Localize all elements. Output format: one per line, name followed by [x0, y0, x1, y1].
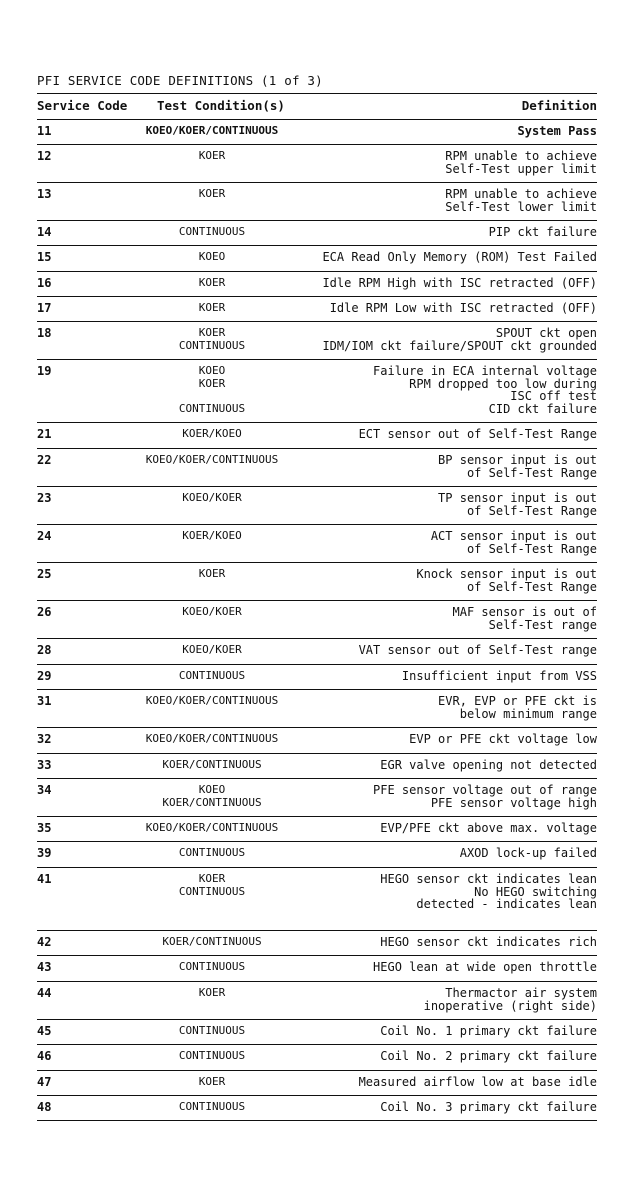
- service-code: 29: [37, 669, 52, 683]
- test-condition: KOER: [198, 376, 226, 390]
- definition: HEGO lean at wide open throttle: [373, 960, 597, 974]
- table-row: [37, 1096, 597, 1121]
- service-code: 15: [37, 250, 52, 264]
- table-row: [37, 601, 597, 639]
- test-condition: KOER: [198, 567, 226, 580]
- test-condition: KOEO: [198, 364, 226, 377]
- service-code: 32: [37, 732, 52, 746]
- table-row: [37, 779, 597, 817]
- table-row: [37, 868, 597, 931]
- definition: SPOUT ckt open IDM/IOM ckt failure/SPOUT ckt grounded: [322, 326, 597, 353]
- test-condition: KOEO/KOER/CONTINUOUS: [145, 732, 279, 745]
- definition: EVR, EVP or PFE ckt is below minimum range: [438, 694, 597, 721]
- test-condition: KOEO: [198, 783, 226, 796]
- test-condition: CONTINUOUS: [178, 884, 246, 898]
- service-code: 31: [37, 694, 52, 708]
- table-row: [37, 525, 597, 563]
- service-code: 12: [37, 149, 52, 163]
- page-title: PFI SERVICE CODE DEFINITIONS (1 of 3): [37, 73, 323, 88]
- definition: Coil No. 1 primary ckt failure: [380, 1024, 597, 1038]
- test-condition: KOER: [198, 326, 226, 339]
- service-code: 39: [37, 846, 52, 860]
- table-row: [37, 360, 597, 423]
- test-condition: KOER/CONTINUOUS: [162, 935, 262, 948]
- definition: RPM unable to achieve Self-Test upper limit: [445, 149, 597, 176]
- service-code: 46: [37, 1049, 52, 1063]
- service-code: 16: [37, 276, 52, 290]
- definition: VAT sensor out of Self-Test range: [358, 643, 597, 657]
- service-code: 11: [37, 124, 52, 138]
- test-condition: KOER: [198, 187, 226, 200]
- table-row: [37, 449, 597, 487]
- definition: ECT sensor out of Self-Test Range: [358, 427, 597, 441]
- table-row: [37, 931, 597, 956]
- definition: Failure in ECA internal voltage RPM dropped too low during ISC off test CID ckt failure: [373, 364, 597, 416]
- table-row: [37, 639, 597, 665]
- table-row: [37, 145, 597, 183]
- table-row: [37, 563, 597, 601]
- test-condition: KOER/KOEO: [182, 529, 242, 542]
- table-row: [37, 487, 597, 525]
- service-code: 25: [37, 567, 52, 581]
- definition: EVP or PFE ckt voltage low: [409, 732, 597, 746]
- test-condition: KOEO/KOER/CONTINUOUS: [145, 821, 279, 834]
- definition: RPM unable to achieve Self-Test lower limit: [445, 187, 597, 214]
- service-code: 35: [37, 821, 52, 835]
- table-row: [37, 322, 597, 360]
- service-code: 22: [37, 453, 52, 467]
- definition: Idle RPM High with ISC retracted (OFF): [322, 276, 597, 290]
- table-row: [37, 728, 597, 754]
- service-code: 44: [37, 986, 52, 1000]
- test-condition: KOEO/KOER/CONTINUOUS: [145, 124, 279, 137]
- definition: TP sensor input is out of Self-Test Range: [438, 491, 597, 518]
- test-condition: CONTINUOUS: [178, 401, 246, 415]
- definition: MAF sensor is out of Self-Test range: [452, 605, 597, 632]
- service-code: 13: [37, 187, 52, 201]
- definition: Idle RPM Low with ISC retracted (OFF): [329, 301, 597, 315]
- test-condition: KOEO: [198, 250, 226, 263]
- table-row: [37, 817, 597, 842]
- definition: EGR valve opening not detected: [380, 758, 597, 772]
- service-code: 19: [37, 364, 52, 378]
- service-code: 21: [37, 427, 52, 441]
- definition: ACT sensor input is out of Self-Test Range: [430, 529, 597, 556]
- service-code: 23: [37, 491, 52, 505]
- test-condition: KOER: [198, 276, 226, 289]
- table-row: [37, 423, 597, 449]
- table-row: [37, 221, 597, 246]
- test-condition: KOER: [198, 872, 226, 885]
- test-condition: KOER: [198, 986, 226, 999]
- test-condition: KOER/CONTINUOUS: [162, 758, 262, 771]
- table-row: [37, 982, 597, 1020]
- definition: BP sensor input is out of Self-Test Range: [438, 453, 597, 480]
- test-condition: KOEO/KOER: [182, 643, 242, 656]
- table-row: [37, 183, 597, 221]
- test-condition: CONTINUOUS: [178, 669, 246, 682]
- service-code: 17: [37, 301, 52, 315]
- test-condition: KOER: [198, 301, 226, 314]
- definition: Coil No. 3 primary ckt failure: [380, 1100, 597, 1114]
- test-condition: CONTINUOUS: [178, 338, 246, 352]
- service-code: 45: [37, 1024, 52, 1038]
- test-condition: KOER: [198, 1075, 226, 1088]
- definition: HEGO sensor ckt indicates lean No HEGO switching detected - indicates lean: [380, 872, 597, 911]
- table-row: [37, 246, 597, 272]
- test-condition: CONTINUOUS: [178, 225, 246, 238]
- definition: Thermactor air system inoperative (right side): [423, 986, 597, 1013]
- service-code: 48: [37, 1100, 52, 1114]
- table-row: [37, 690, 597, 728]
- service-code: 47: [37, 1075, 52, 1089]
- table-header: [37, 94, 597, 120]
- table-row: [37, 754, 597, 779]
- definition: ECA Read Only Memory (ROM) Test Failed: [322, 250, 597, 264]
- test-condition: CONTINUOUS: [178, 1049, 246, 1062]
- test-condition: KOER: [198, 149, 226, 162]
- table-row: [37, 842, 597, 868]
- table-body: [37, 120, 597, 1121]
- table-row: [37, 297, 597, 322]
- service-code: 18: [37, 326, 52, 340]
- definition: HEGO sensor ckt indicates rich: [380, 935, 597, 949]
- table-row: [37, 956, 597, 982]
- header-service-code: Service Code: [37, 98, 128, 113]
- test-condition: CONTINUOUS: [178, 1024, 246, 1037]
- definition: Knock sensor input is out of Self-Test Range: [416, 567, 597, 594]
- test-condition: CONTINUOUS: [178, 846, 246, 859]
- table-row: [37, 1071, 597, 1096]
- test-condition: KOER/KOEO: [182, 427, 242, 440]
- definition: System Pass: [517, 124, 597, 138]
- definition: PFE sensor voltage out of range PFE sensor voltage high: [373, 783, 597, 810]
- header-test-condition: Test Condition(s): [157, 98, 285, 113]
- test-condition: KOEO/KOER: [182, 491, 242, 504]
- test-condition: KOEO/KOER/CONTINUOUS: [145, 453, 279, 466]
- definition: Insufficient input from VSS: [401, 669, 597, 683]
- definition: Coil No. 2 primary ckt failure: [380, 1049, 597, 1063]
- definition: PIP ckt failure: [488, 225, 597, 239]
- service-code: 41: [37, 872, 52, 886]
- table-row: [37, 665, 597, 690]
- test-condition: CONTINUOUS: [178, 960, 246, 973]
- test-condition: KOEO/KOER/CONTINUOUS: [145, 694, 279, 707]
- table-row: [37, 272, 597, 297]
- table-row: [37, 1020, 597, 1045]
- service-code: 34: [37, 783, 52, 797]
- service-code: 42: [37, 935, 52, 949]
- definition: Measured airflow low at base idle: [358, 1075, 597, 1089]
- service-code-table: [37, 94, 597, 1121]
- table-row: [37, 120, 597, 145]
- service-code: 26: [37, 605, 52, 619]
- definition: AXOD lock-up failed: [459, 846, 597, 860]
- service-code: 43: [37, 960, 52, 974]
- service-code: 14: [37, 225, 52, 239]
- test-condition: KOEO/KOER: [182, 605, 242, 618]
- header-definition: Definition: [521, 98, 597, 113]
- service-code: 28: [37, 643, 52, 657]
- service-code: 33: [37, 758, 52, 772]
- test-condition: KOER/CONTINUOUS: [162, 795, 262, 809]
- service-code: 24: [37, 529, 52, 543]
- definition: EVP/PFE ckt above max. voltage: [380, 821, 597, 835]
- table-row: [37, 1045, 597, 1071]
- test-condition: CONTINUOUS: [178, 1100, 246, 1113]
